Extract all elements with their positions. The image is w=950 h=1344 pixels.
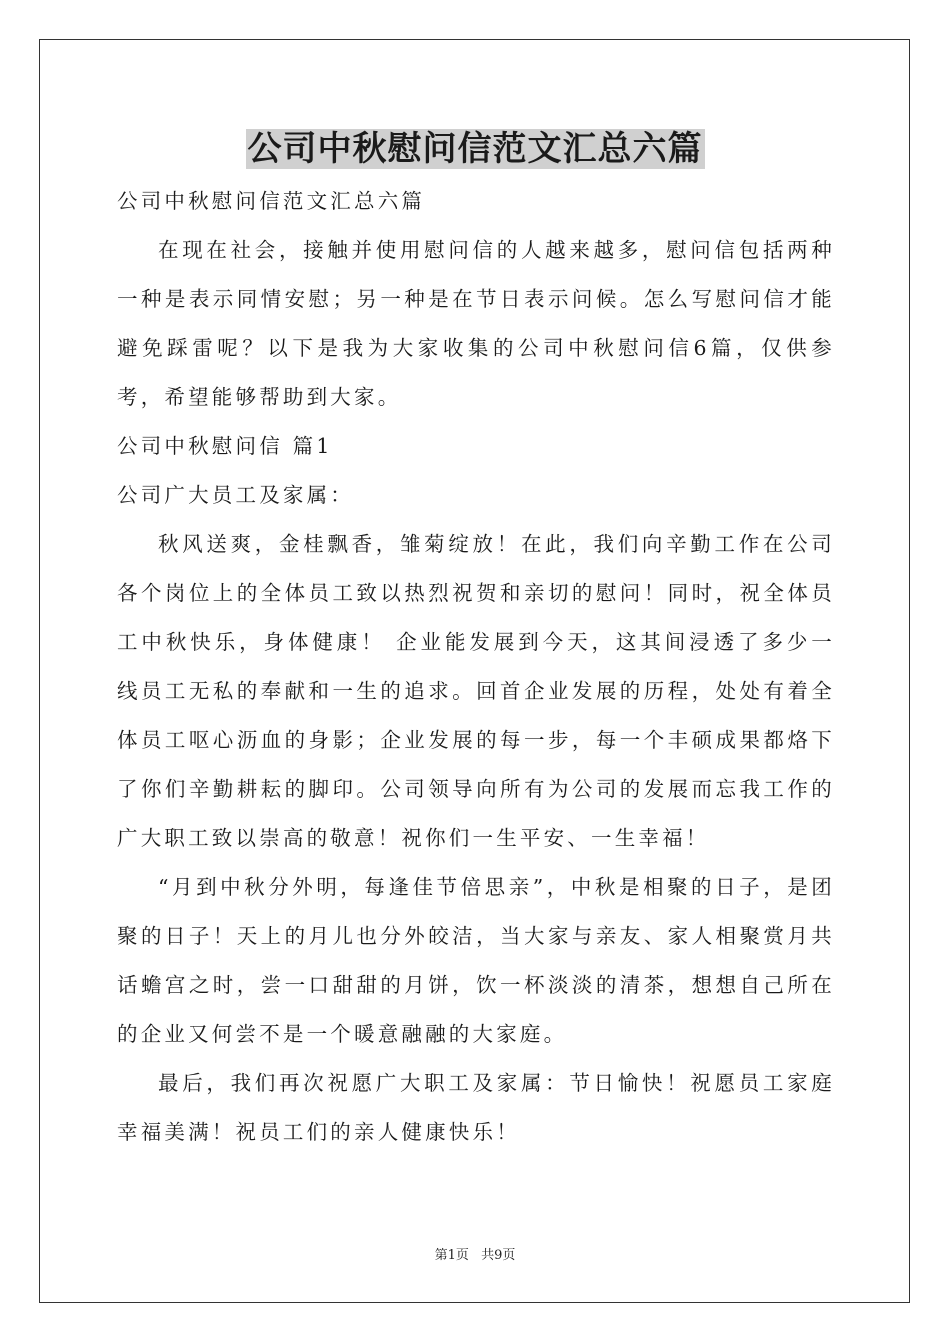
document-body <box>117 177 835 1157</box>
intro-paragraph: 在现在社会，接触并使用慰问信的人越来越多，慰问信包括两种一种是表示同情安慰；另一种是在节日表示问候。怎么写慰问信才能避免踩雷呢？以下是我为大家收集的公司中秋慰问信6篇，仅供参考，希望能够帮助到大家。 <box>117 238 835 409</box>
salutation: 公司广大员工及家属： <box>117 483 354 507</box>
page-number: 第1页 <box>434 1248 469 1263</box>
document-title-text: 公司中秋慰问信范文汇总六篇 <box>247 129 703 169</box>
page-footer <box>0 1247 950 1265</box>
document-title <box>0 126 950 172</box>
body-paragraph: 秋风送爽，金桂飘香，雏菊绽放！在此，我们向辛勤工作在公司各个岗位上的全体员工致以热烈祝贺和亲切的慰问！同时，祝全体员工中秋快乐，身体健康！ 企业能发展到今天，这其间浸透了多少一线员工无私的奉献和一生的追求。回首企业发展的历程，处处有着全体员工呕心沥血的身影；企业发展的每一步，每一个丰硕成果都烙下了你们辛勤耕耘的脚印。公司领导向所有为公司的发展而忘我工作的广大职工致以崇高的敬意！祝你们一生平安、一生幸福！ <box>117 532 835 850</box>
subtitle-line: 公司中秋慰问信范文汇总六篇 <box>117 189 426 213</box>
closing-paragraph: 最后，我们再次祝愿广大职工及家属：节日愉快！祝愿员工家庭幸福美满！祝员工们的亲人健康快乐！ <box>117 1071 835 1144</box>
section-heading: 公司中秋慰问信 篇1 <box>117 434 333 458</box>
page-total: 共9页 <box>481 1248 516 1263</box>
body-paragraph: “月到中秋分外明，每逢佳节倍思亲”，中秋是相聚的日子，是团聚的日子！天上的月儿也分外皎洁，当大家与亲友、家人相聚赏月共话蟾宫之时，尝一口甜甜的月饼，饮一杯淡淡的清茶，想想自己所在的企业又何尝不是一个暖意融融的大家庭。 <box>117 875 835 1046</box>
